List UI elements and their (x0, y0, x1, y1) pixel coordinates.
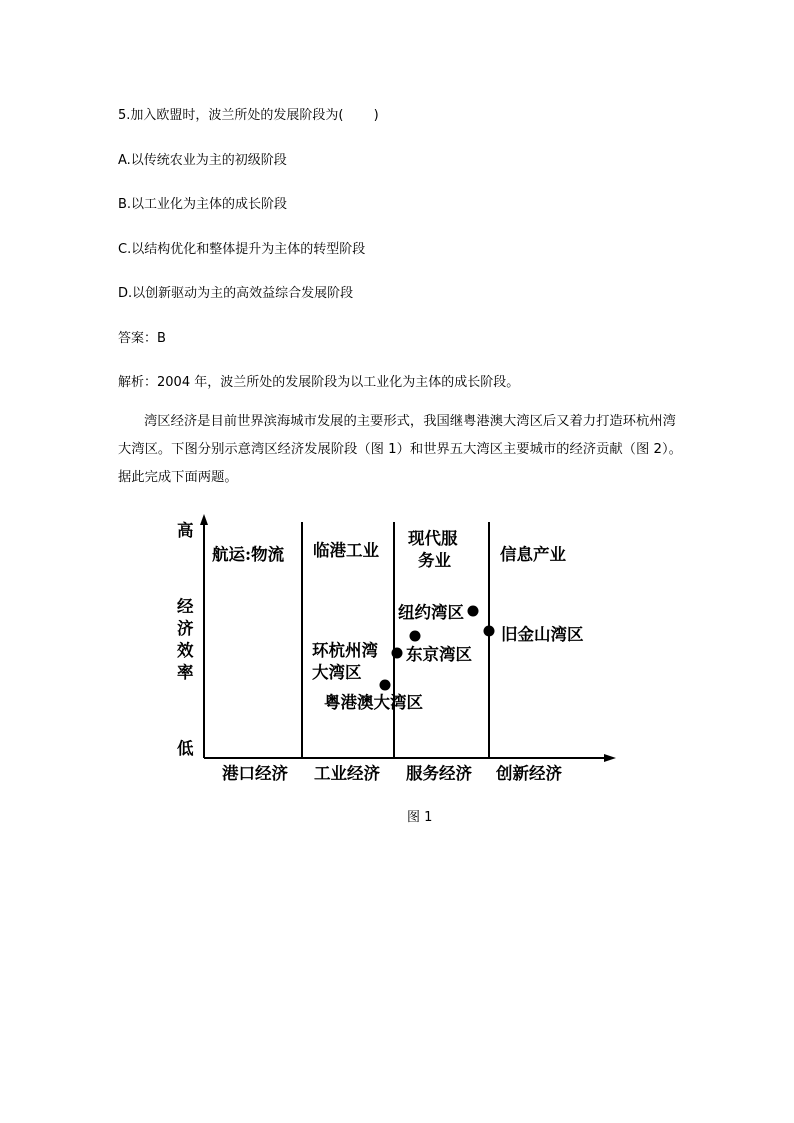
label-new-york-bay: 纽约湾区 (398, 603, 464, 622)
label-san-francisco-bay: 旧金山湾区 (501, 625, 584, 644)
x-label-industrial-economy: 工业经济 (314, 764, 380, 783)
stage-label-modern-service-1: 现代服 (408, 529, 458, 548)
stage-label-information-industry: 信息产业 (500, 545, 566, 564)
x-label-port-economy: 港口经济 (222, 764, 288, 783)
point-new-york-bay (468, 606, 479, 617)
option-b: B.以工业化为主体的成长阶段 (118, 197, 288, 212)
stage-label-shipping: 航运:物流 (212, 545, 285, 564)
intro-paragraph: 湾区经济是目前世界滨海城市发展的主要形式，我国继粤港澳大湾区后又着力打造环杭州湾大湾区。下图分别示意湾区经济发展阶段（图 1）和世界五大湾区主要城市的经济贡献（图 2）。据此完成下面两题。 (118, 414, 682, 485)
y-label-char-2: 济 (177, 619, 194, 638)
x-label-service-economy: 服务经济 (406, 764, 472, 783)
bay-economy-stage-figure (160, 508, 620, 788)
label-hangzhou-bay-2: 大湾区 (312, 663, 362, 682)
y-label-char-1: 经 (177, 597, 194, 616)
option-a: A.以传统农业为主的初级阶段 (118, 153, 287, 168)
stage-label-modern-service-2: 务业 (418, 551, 451, 570)
analysis: 解析：2004 年，波兰所处的发展阶段为以工业化为主体的成长阶段。 (118, 375, 520, 390)
label-tokyo-bay: 东京湾区 (406, 645, 472, 664)
figure-svg (160, 508, 620, 788)
stage-label-port-industry: 临港工业 (313, 541, 379, 560)
question-stem: 5.加入欧盟时，波兰所处的发展阶段为( ) (118, 108, 379, 123)
y-label-char-4: 率 (177, 663, 194, 682)
point-guangdong-hk-macao-bay (380, 680, 391, 691)
point-hangzhou-bay (392, 648, 403, 659)
x-axis-arrow (604, 754, 616, 762)
y-label-char-3: 效 (177, 641, 194, 660)
point-san-francisco-bay (484, 626, 495, 637)
y-high-label: 高 (177, 521, 194, 540)
figure-caption: 图 1 (407, 810, 433, 825)
y-low-label: 低 (177, 739, 194, 758)
option-d: D.以创新驱动为主的高效益综合发展阶段 (118, 286, 354, 301)
point-tokyo-bay (410, 631, 421, 642)
x-label-innovation-economy: 创新经济 (496, 764, 562, 783)
answer: 答案：B (118, 331, 166, 346)
option-c: C.以结构优化和整体提升为主体的转型阶段 (118, 242, 366, 257)
label-hangzhou-bay-1: 环杭州湾 (312, 641, 378, 660)
y-axis-arrow (200, 514, 208, 525)
label-guangdong-hk-macao-bay: 粤港澳大湾区 (324, 693, 423, 712)
